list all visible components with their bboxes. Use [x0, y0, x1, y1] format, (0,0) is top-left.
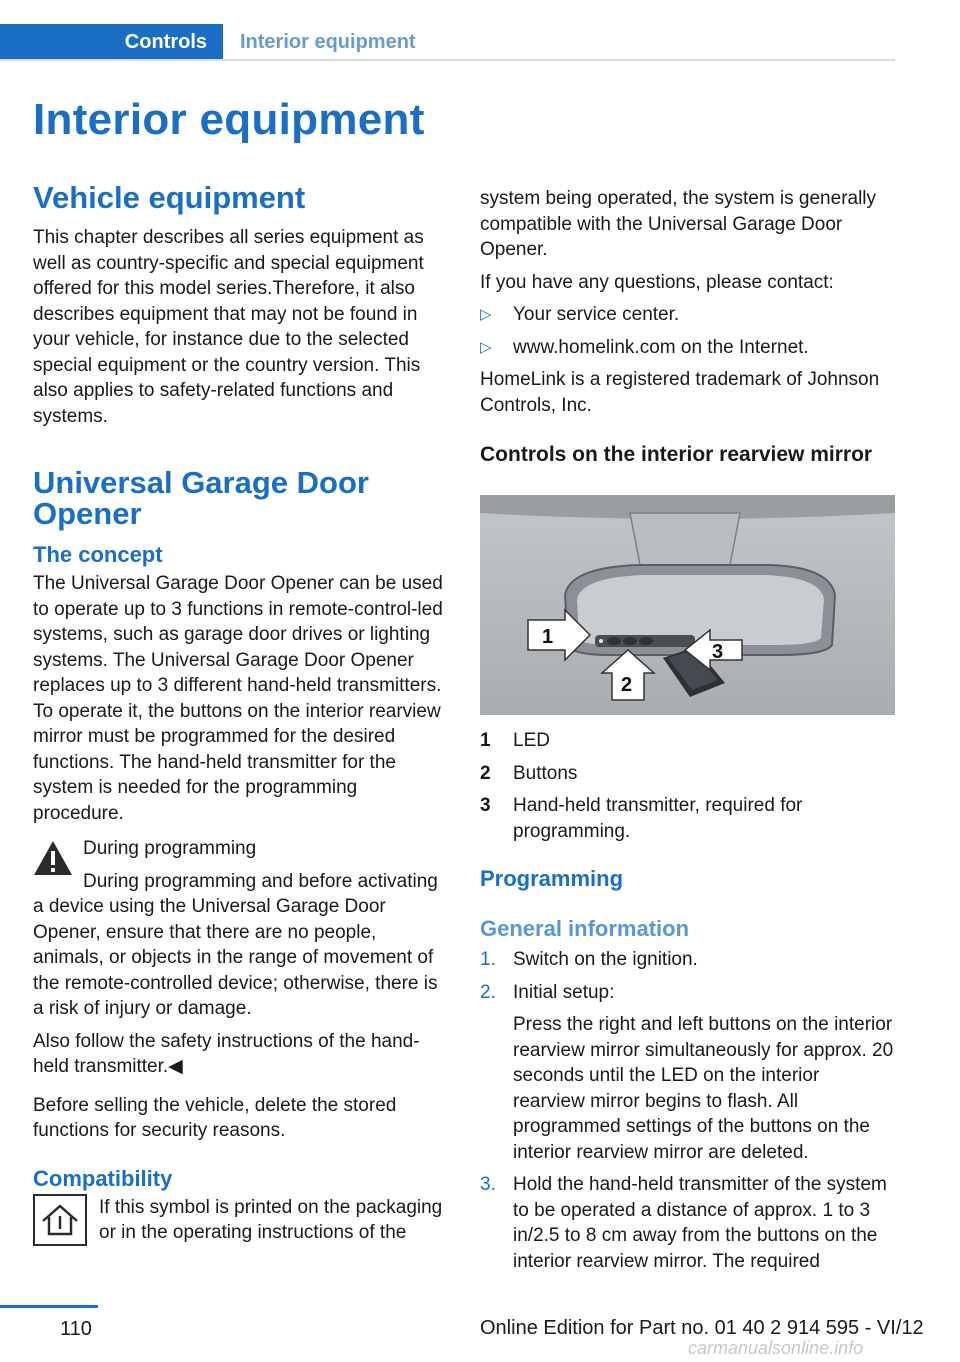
- trademark-text: HomeLink is a registered trademark of Johnson Controls, Inc.: [480, 369, 880, 416]
- step-number: 3.: [480, 1174, 496, 1196]
- edition-text: Online Edition for Part no. 01 40 2 914 595 - VI/12: [480, 1317, 924, 1339]
- step-number: 1.: [480, 949, 496, 971]
- callout-3: 3: [712, 641, 724, 664]
- step-number: 2.: [480, 981, 496, 1003]
- chapter-tab[interactable]: Controls: [0, 24, 223, 61]
- step-item: [480, 980, 895, 1166]
- step-text: Switch on the ignition.: [513, 949, 698, 971]
- warning-follow-text: Also follow the safety instructions of the hand-held transmitter.◀: [33, 1030, 420, 1077]
- mirror-drawing: [480, 495, 895, 715]
- legend-number: 3: [480, 795, 491, 817]
- section-tab[interactable]: Interior equipment: [240, 31, 416, 53]
- step-text: Initial setup:: [513, 981, 615, 1003]
- step-item: [480, 1172, 895, 1274]
- legend-text: Hand-held transmitter, required for programming.: [513, 795, 803, 842]
- callout-2: 2: [621, 674, 633, 697]
- page-number: 110: [60, 1318, 92, 1340]
- ugdo-heading: Universal Garage Door Opener: [33, 465, 369, 531]
- vehicle-equipment-heading: Vehicle equipment: [33, 180, 306, 215]
- legend-number: 1: [480, 730, 491, 752]
- selling-text: Before selling the vehicle, delete the stored functions for security reasons.: [33, 1094, 397, 1141]
- controls-heading: Controls on the interior rearview mirror: [480, 443, 873, 466]
- warning-block: [33, 836, 448, 1022]
- compatibility-text: If this symbol is printed on the packaging or in the operating instructions of the: [99, 1196, 443, 1243]
- programming-heading: Programming: [480, 866, 624, 892]
- left-column: [33, 182, 448, 1246]
- contact-item: [480, 302, 895, 328]
- contact-item: [480, 335, 895, 361]
- legend-item: [480, 793, 895, 844]
- legend-number: 2: [480, 762, 491, 784]
- step-text: Hold the hand-held transmitter of the system to be operated a distance of approx. 1 to 3 in/2.5 to 8 cm away from the buttons on the interior rearview mirror. The required: [513, 1174, 887, 1272]
- mirror-illustration: [480, 495, 895, 715]
- legend-item: [480, 728, 895, 754]
- page-title: Interior equipment: [33, 95, 425, 144]
- contact-text: If you have any questions, please contact:: [480, 271, 834, 293]
- warning-triangle-icon: [33, 840, 73, 876]
- right-column: [480, 186, 895, 1274]
- concept-heading: The concept: [33, 542, 163, 567]
- compatibility-block: [33, 1195, 448, 1246]
- compatibility-heading: Compatibility: [33, 1165, 173, 1191]
- warning-title: During programming: [83, 838, 257, 859]
- compatibility-continued: system being operated, the system is generally compatible with the Universal Garage Door Opener.: [480, 188, 877, 260]
- step-item: [480, 947, 895, 973]
- general-information-heading: General information: [480, 916, 690, 942]
- step-detail: Press the right and left buttons on the interior rearview mirror simultaneously for approx. 20 seconds until the LED on the interior rearview mirror begins to flash. All programmed settings of the buttons on the interior rearview mirror are deleted.: [513, 1014, 894, 1163]
- triangle-bullet-icon: ▷: [480, 338, 492, 356]
- footer-rule: [0, 1305, 98, 1308]
- watermark: carmanualsonline.info: [688, 1338, 864, 1358]
- concept-text: The Universal Garage Door Opener can be used to operate up to 3 functions in remote-control-led systems, such as garage door drives or lighting systems. The Universal Garage Door Opener replaces up to 3 different hand-held transmitters. To operate it, the buttons on the interior rearview mirror must be programmed for the desired functions. The hand-held transmitter for the system is needed for the programming procedure.: [33, 573, 443, 824]
- triangle-bullet-icon: ▷: [480, 306, 492, 323]
- vehicle-equipment-text: This chapter describes all series equipment as well as country-specific and special equipment offered for this model series.Therefore, it also describes equipment that may not be found in your vehicle, for instance due to the selected special equipment or the country version. This also applies to safety-related functions and systems.: [33, 227, 424, 427]
- header-rule: [0, 59, 895, 61]
- warning-text: During programming and before activating a device using the Universal Garage Door Opener, ensure that there are no people, animals, or objects in the range of movement of the remote-controlled device; otherwise, there is a risk of injury or damage.: [33, 870, 438, 1019]
- legend-text: LED: [513, 730, 550, 752]
- homelink-house-icon: [33, 1194, 87, 1246]
- legend-item: [480, 761, 895, 787]
- contact-item-label: Your service center.: [513, 304, 680, 325]
- legend-text: Buttons: [513, 762, 578, 784]
- contact-item-label[interactable]: www.homelink.com on the Internet.: [513, 336, 809, 358]
- callout-1: 1: [542, 626, 554, 649]
